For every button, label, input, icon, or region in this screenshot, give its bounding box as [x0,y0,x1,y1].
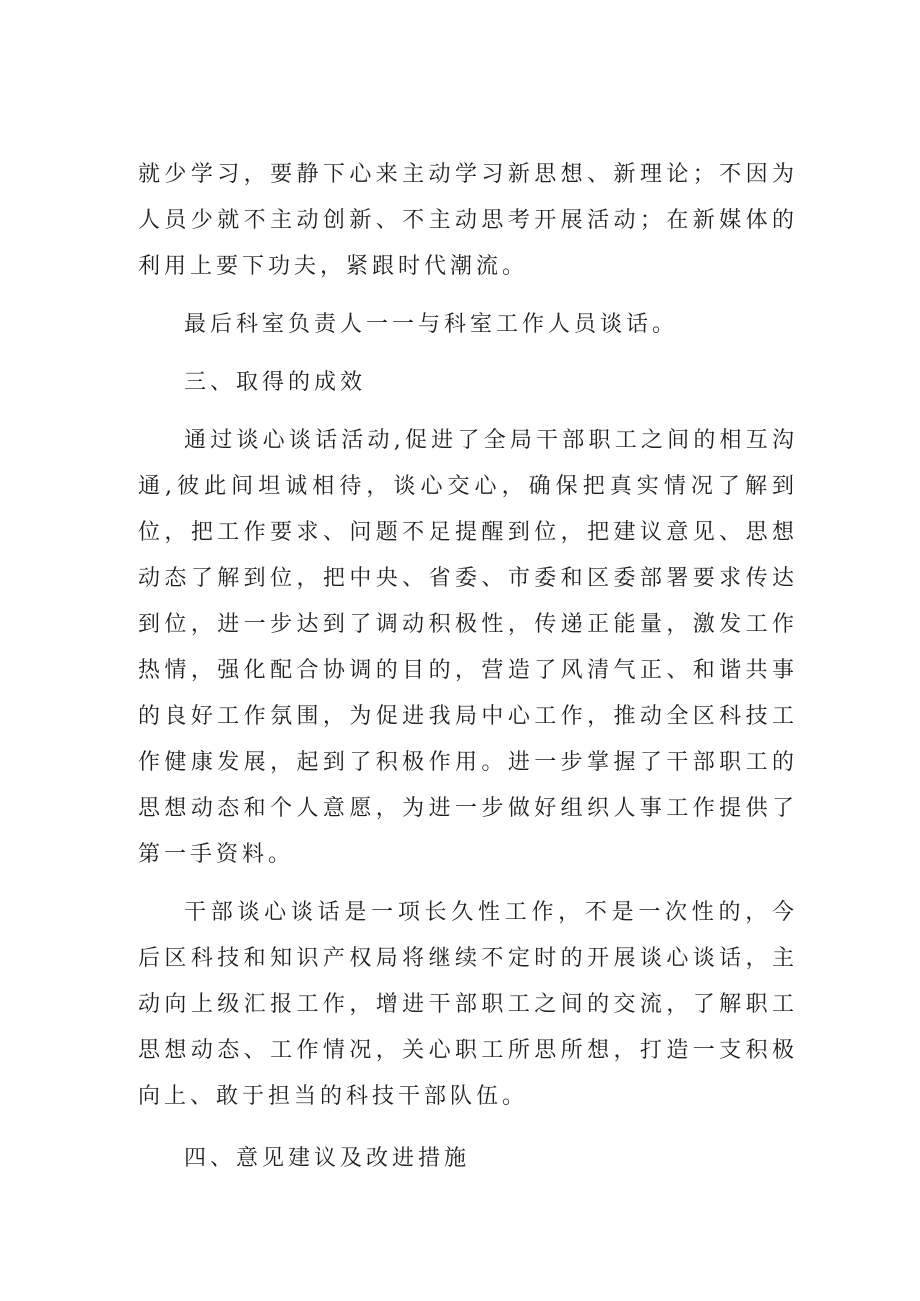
document-body [138,152,798,1182]
paragraph-results: 通过谈心谈话活动,促进了全局干部职工之间的相互沟通,彼此间坦诚相待，谈心交心，确保把真实情况了解到位，把工作要求、问题不足提醒到位，把建议意见、思想动态了解到位，把中央、省委、市委和区委部署要求传达到位，进一步达到了调动积极性，传递正能量，激发工作热情，强化配合协调的目的，营造了风清气正、和谐共事的良好工作氛围，为促进我局中心工作，推动全区科技工作健康发展，起到了积极作用。进一步掌握了干部职工的思想动态和个人意愿，为进一步做好组织人事工作提供了第一手资料。 [138,428,798,867]
paragraph-talk: 最后科室负责人一一与科室工作人员谈话。 [184,312,679,337]
section-heading-results: 三、取得的成效 [184,370,367,395]
section-heading-suggestions: 四、意见建议及改进措施 [184,1146,471,1171]
paragraph-continuation: 就少学习，要静下心来主动学习新思想、新理论；不因为人员少就不主动创新、不主动思考开展活动；在新媒体的利用上要下功夫，紧跟时代潮流。 [138,162,798,279]
paragraph-future: 干部谈心谈话是一项长久性工作，不是一次性的，今后区科技和知识产权局将继续不定时的开展谈心谈话，主动向上级汇报工作，增进干部职工之间的交流，了解职工思想动态、工作情况，关心职工所思所想，打造一支积极向上、敢于担当的科技干部队伍。 [138,900,798,1109]
